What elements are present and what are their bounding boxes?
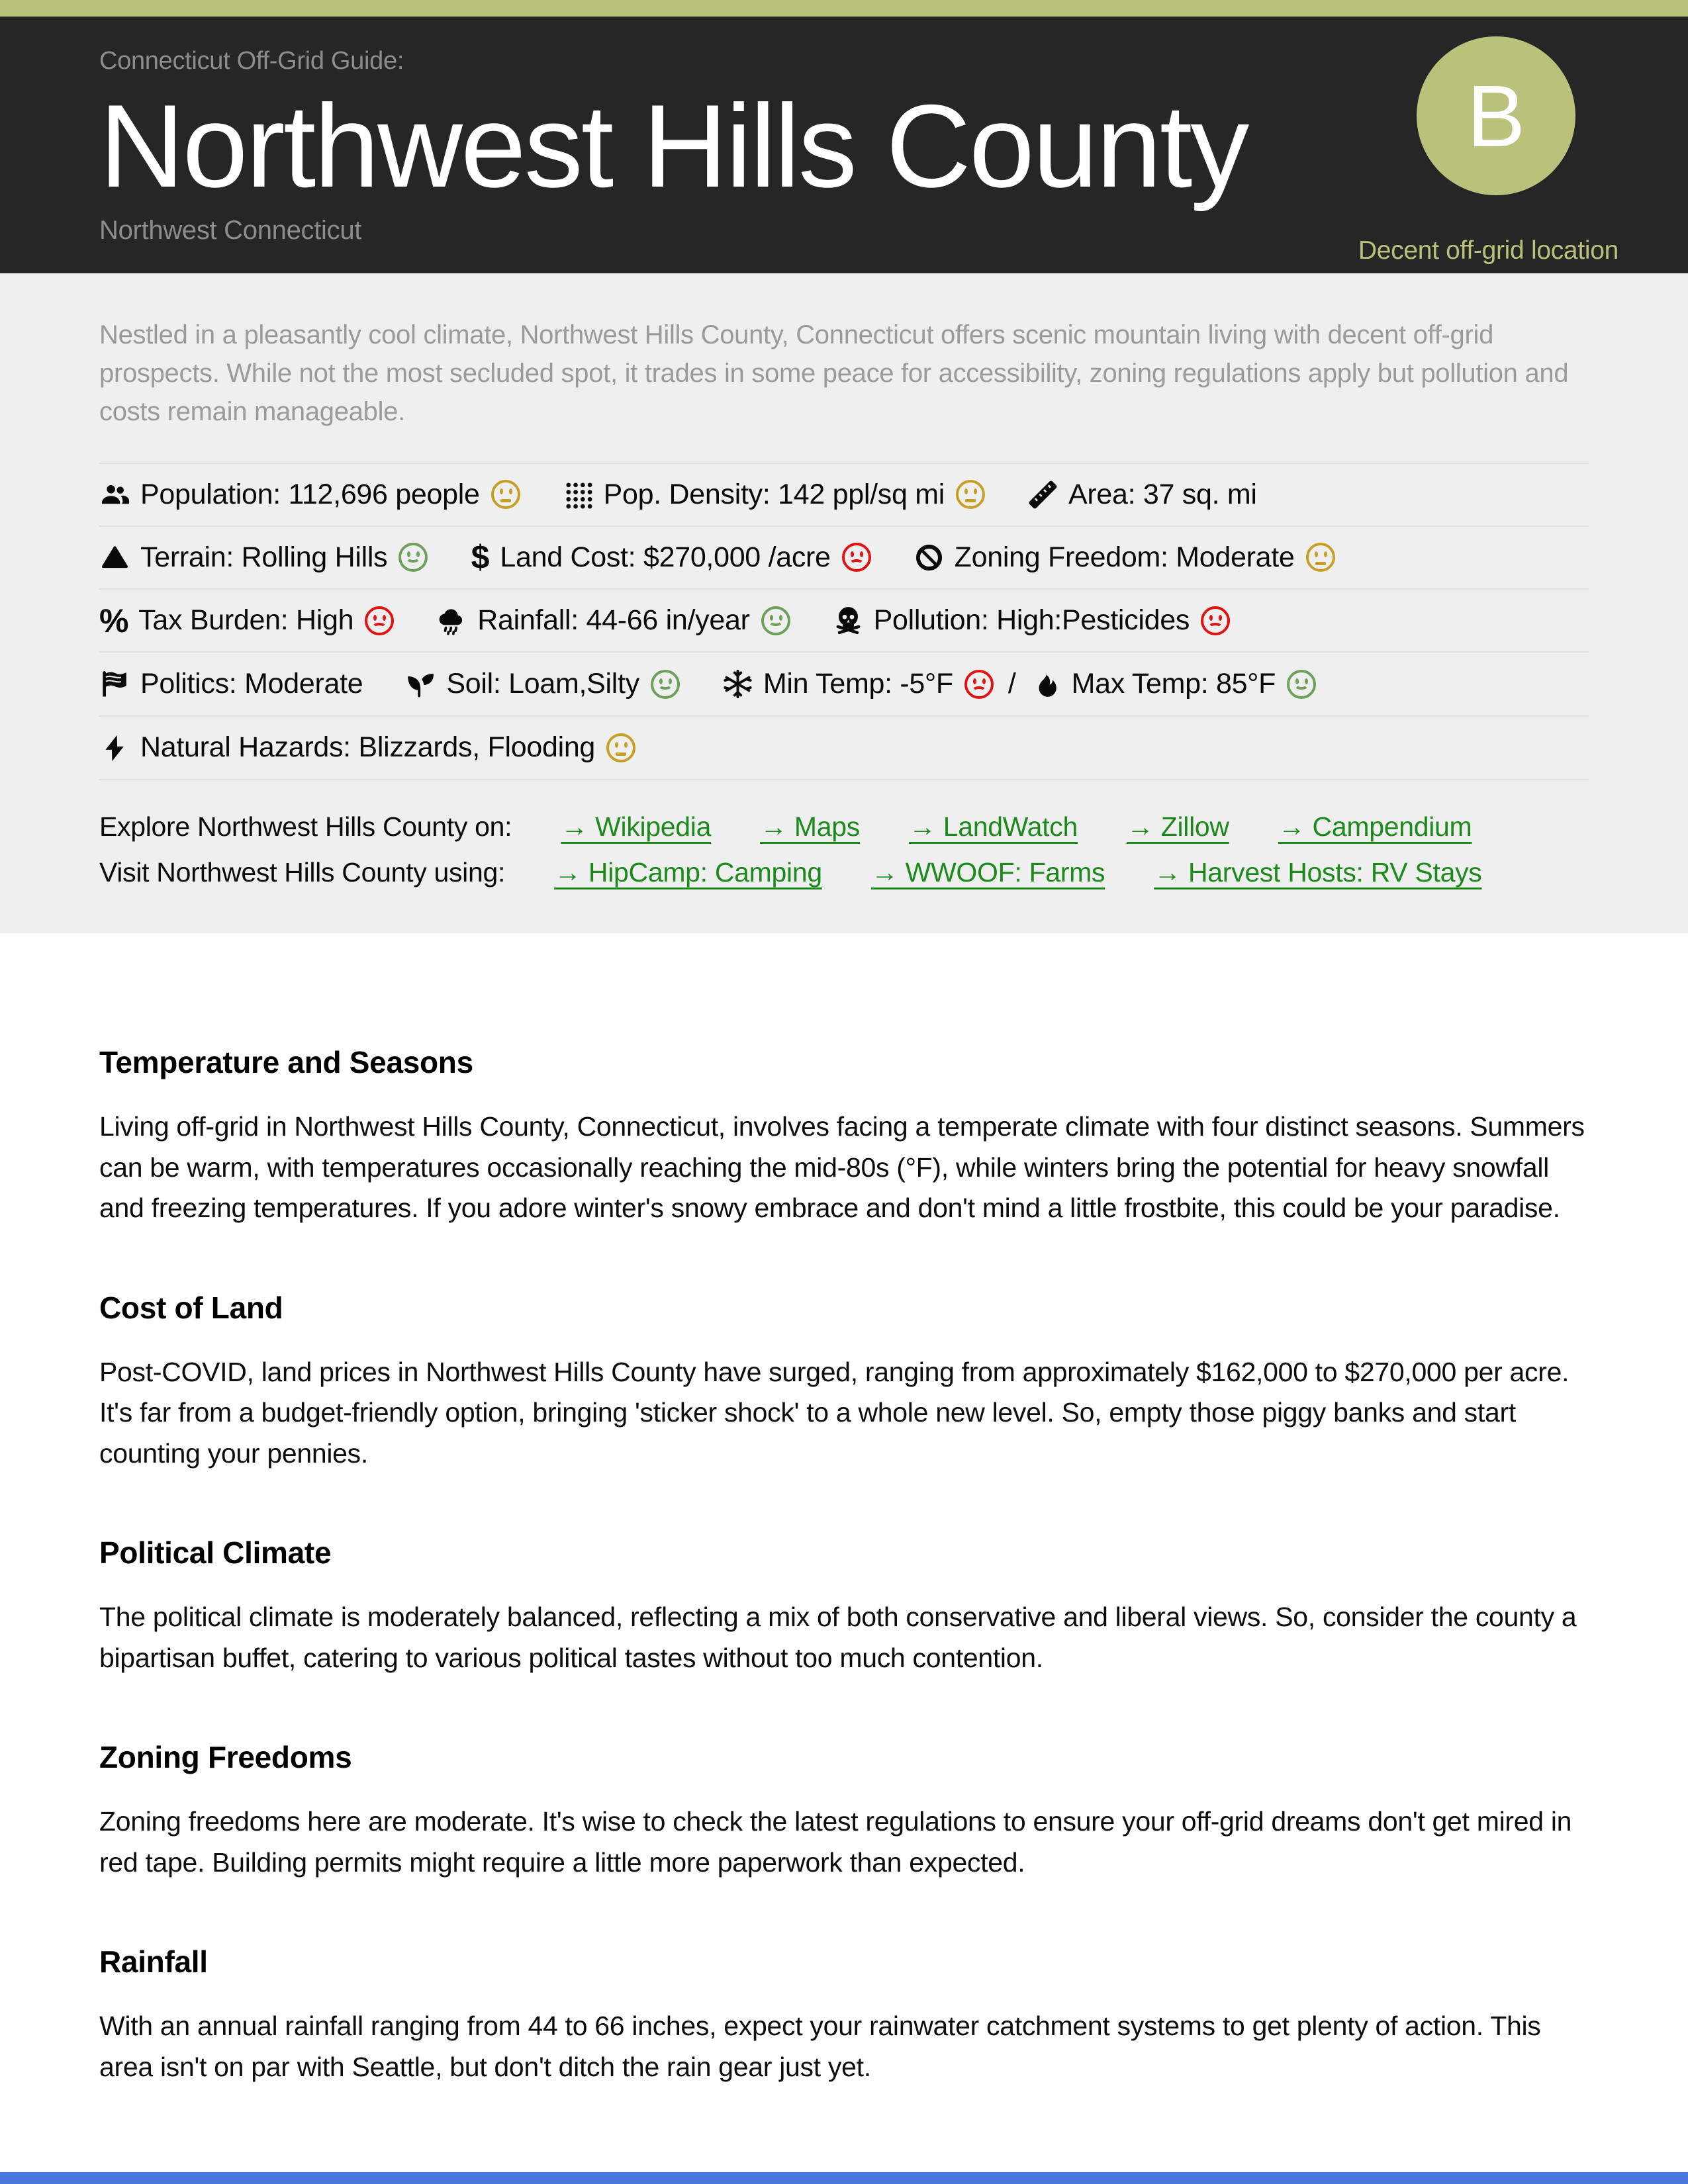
stat-label: Politics: Moderate [140,668,363,700]
stat-label: Pollution: High:Pesticides [873,604,1190,637]
link-line-label: Visit Northwest Hills County using: [99,857,506,888]
face-neutral-icon [491,480,520,509]
stat-label: Max Temp: 85°F [1071,668,1276,700]
link-line [99,850,1589,896]
section-heading: Zoning Freedoms [99,1740,352,1775]
stat-label: Rainfall: 44-66 in/year [477,604,750,637]
stat-label: Natural Hazards: Blizzards, Flooding [140,731,596,764]
stat-label: Soil: Loam,Silty [446,668,639,700]
face-bad-icon [1201,606,1230,635]
face-neutral-icon [1306,543,1335,572]
seedling-icon [405,668,436,700]
section-heading: Cost of Land [99,1290,283,1325]
face-good-icon [761,606,790,635]
stat-label: Tax Burden: High [138,604,354,637]
resource-links [99,804,1589,896]
content-section [99,1535,1589,1678]
content-section [99,1044,1589,1229]
link-campendium[interactable]: → Campendium [1278,811,1472,842]
stat-label: Pop. Density: 142 ppl/sq mi [603,478,945,510]
mountain-icon [99,542,130,573]
stat-item [436,605,790,636]
stat-row [99,651,1589,715]
header [0,17,1688,273]
ban-icon [914,542,945,573]
section-paragraph: Post-COVID, land prices in Northwest Hills County have surged, ranging from approximately $162,000 to $270,000 per acre. It's far from a budget-friendly option, bringing 'sticker shock' to a whole new level. So, empty those piggy banks and start counting your pennies. [99,1356,1570,1469]
face-bad-icon [365,606,394,635]
section-heading: Political Climate [99,1535,332,1570]
stat-item [470,539,870,576]
stat-label: Population: 112,696 people [140,478,480,510]
link-zillow[interactable]: → Zillow [1126,811,1229,842]
flag-icon [99,668,130,700]
content-section [99,1290,1589,1475]
face-good-icon [399,543,428,572]
link-wwoof-farms[interactable]: → WWOOF: Farms [870,857,1105,888]
stat-item [99,542,428,573]
percent-icon: % [99,602,129,639]
section-heading: Temperature and Seasons [99,1045,473,1080]
stat-item [1027,479,1257,510]
footer-accent-bar [0,2172,1688,2184]
section-paragraph: Zoning freedoms here are moderate. It's wise to check the latest regulations to ensure your off-grid dreams don't get mired in red tape. Building permits might require a little more paperwork than expected. [99,1806,1572,1878]
dollar-icon: $ [471,539,490,576]
stat-item [99,479,520,510]
guide-kicker: Connecticut Off-Grid Guide: [99,47,404,75]
fire-icon [1031,668,1062,700]
summary-panel [0,273,1688,934]
stat-label: Land Cost: $270,000 /acre [500,541,831,573]
stat-item [722,668,994,700]
density-icon [563,479,594,510]
stat-item [99,668,363,700]
stats-table [99,463,1589,780]
stat-item [99,602,394,639]
bolt-icon [99,733,130,764]
section-paragraph: With an annual rainfall ranging from 44 to 66 inches, expect your rainwater catchment systems to get plenty of action. This area isn't on par with Seattle, but don't ditch the rain gear just yet. [99,2011,1541,2082]
section-paragraph: Living off-grid in Northwest Hills County, Connecticut, involves facing a temperate climate with four distinct seasons. Summers can be warm, with temperatures occasionally reaching the mid-80s (°F), while winters bring the potential for heavy snowfall and freezing temperatures. If you adore winter's snowy embrace and don't mind a little frostbite, this could be your paradise. [99,1111,1585,1224]
snowflake-icon [722,668,753,700]
stat-label: Zoning Freedom: Moderate [954,541,1295,573]
stat-item [1031,668,1317,700]
content-section [99,1739,1589,1883]
stat-row [99,463,1589,525]
users-icon [99,479,130,510]
face-good-icon [1287,670,1316,699]
stat-label: Terrain: Rolling Hills [140,541,388,573]
section-paragraph: The political climate is moderately balanced, reflecting a mix of both conservative and liberal views. So, consider the county a bipartisan buffet, catering to various political tastes without too much contention. [99,1602,1577,1673]
stat-row [99,525,1589,588]
stat-row [99,588,1589,651]
intro-paragraph: Nestled in a pleasantly cool climate, Northwest Hills County, Connecticut offers scenic mountain living with decent off-grid prospects. While not the most secluded spot, it trades in some peace for accessibility, zoning regulations apply but pollution and costs remain manageable. [99,320,1569,426]
face-bad-icon [964,670,994,699]
stat-label: Min Temp: -5°F [763,668,953,700]
stat-label: Area: 37 sq. mi [1068,478,1257,510]
stat-item [563,479,985,510]
stat-item [99,732,635,763]
section-heading: Rainfall [99,1944,208,1979]
face-neutral-icon [606,733,635,762]
face-neutral-icon [956,480,985,509]
link-hipcamp-camping[interactable]: → HipCamp: Camping [554,857,822,888]
stat-item [833,605,1230,636]
stat-item [405,668,680,700]
face-bad-icon [842,543,871,572]
region-subtitle: Northwest Connecticut [99,215,362,245]
temp-separator: / [1008,668,1016,700]
link-landwatch[interactable]: → LandWatch [908,811,1078,842]
skull-crossbones-icon [833,605,864,636]
stat-row [99,715,1589,780]
link-line-label: Explore Northwest Hills County on: [99,811,512,842]
link-maps[interactable]: → Maps [760,811,860,842]
stat-item [914,542,1335,573]
grade-badge [1417,36,1575,195]
grade-letter: B [1467,67,1525,165]
link-harvest-hosts-rv-stays[interactable]: → Harvest Hosts: RV Stays [1154,857,1482,888]
link-line [99,804,1589,850]
link-wikipedia[interactable]: → Wikipedia [561,811,712,842]
top-accent-bar [0,0,1688,17]
face-good-icon [651,670,680,699]
article [0,933,1688,2087]
grade-description: Decent off-grid location [1358,236,1618,265]
ruler-icon [1027,479,1058,510]
cloud-rain-icon [436,605,467,636]
content-section [99,1944,1589,2087]
page-title: Northwest Hills County [99,80,1248,212]
